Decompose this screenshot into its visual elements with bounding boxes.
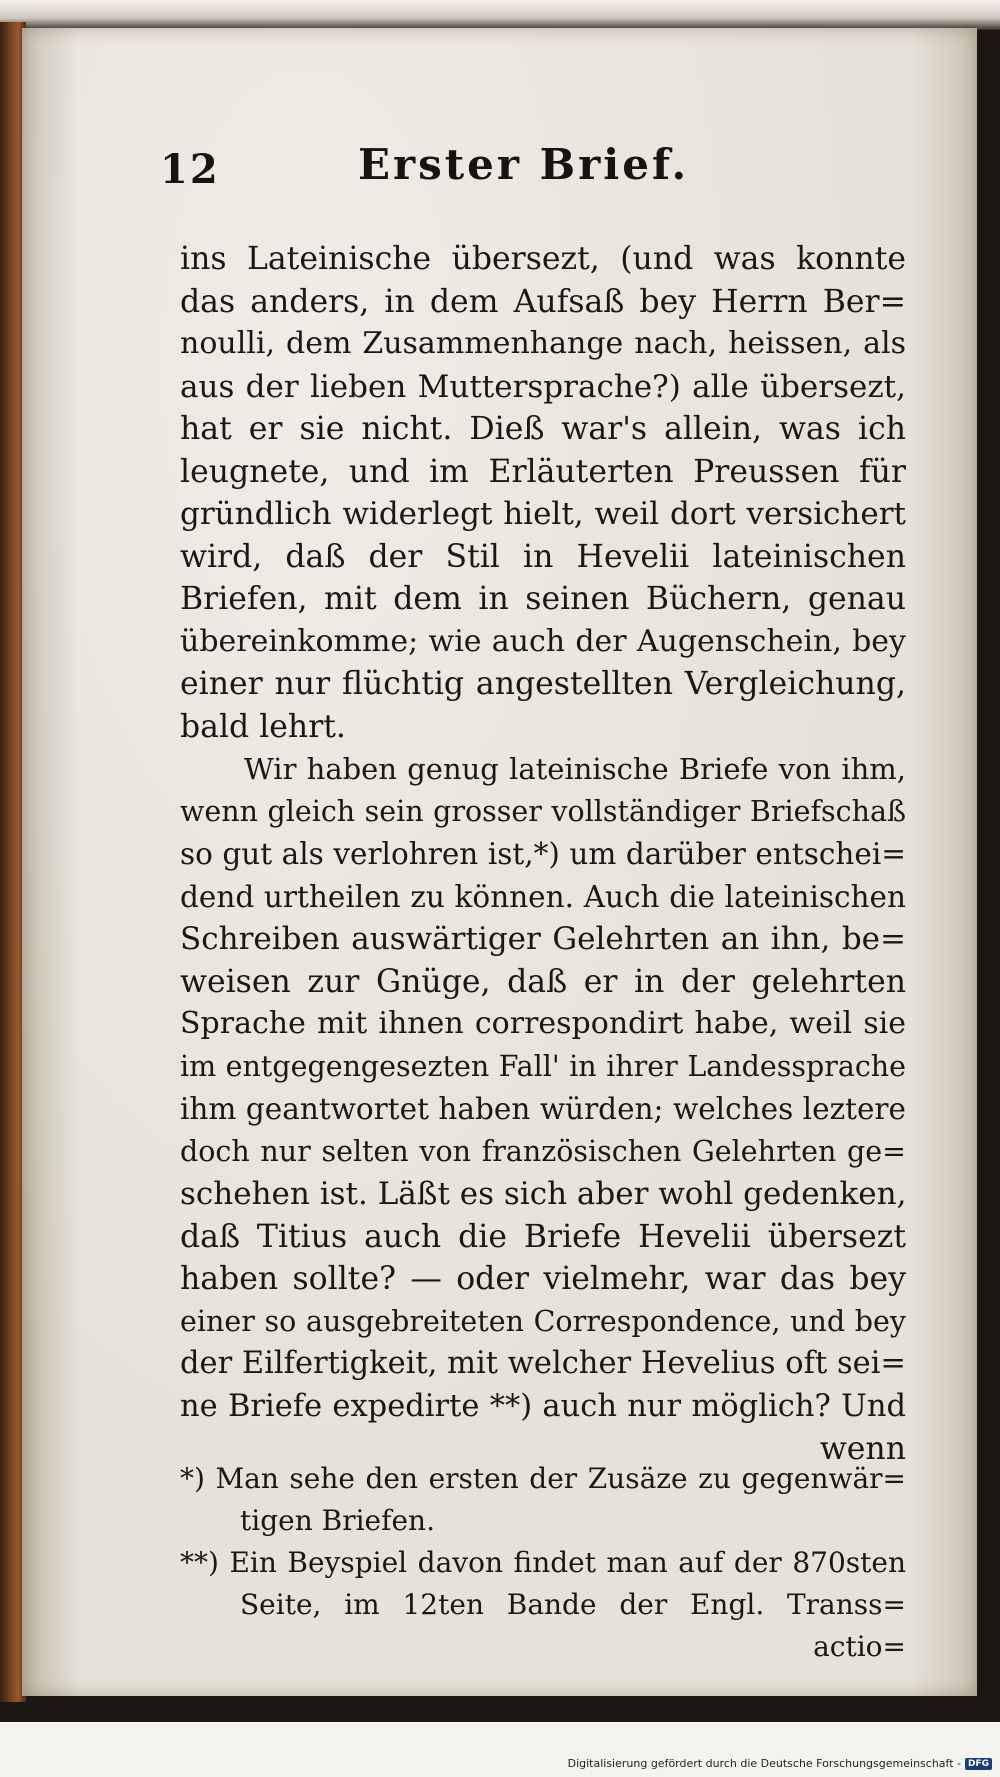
text-line: aus der lieben Muttersprache?) alle übersezt,	[180, 368, 906, 405]
text-line: noulli, dem Zusammenhange nach, heissen, als	[180, 326, 906, 361]
footnote-line: *) Man sehe den ersten der Zusäze zu gegenwär=	[180, 1462, 906, 1495]
text-line: Briefen, mit dem in seinen Büchern, genau	[180, 581, 906, 617]
text-line: dend urtheilen zu können. Auch die lateinischen	[180, 879, 906, 914]
text-line: schehen ist. Läßt es sich aber wohl gedenken,	[180, 1176, 907, 1212]
text-line: übereinkomme; wie auch der Augenschein, bey	[180, 623, 906, 659]
catchword: wenn	[819, 1431, 906, 1467]
paragraph-first-line: Wir haben genug lateinische Briefe von ihm,	[244, 752, 906, 786]
text-line: daß Titius auch die Briefe Hevelii übersezt	[180, 1218, 906, 1255]
text-line: ihm geantwortet haben würden; welches leztere	[180, 1092, 906, 1126]
text-line: das anders, in dem Aufsaß bey Herrn Ber=	[180, 283, 906, 320]
text-line: ne Briefe expedirte **) auch nur möglich? Und	[180, 1388, 906, 1424]
footnote-line: **) Ein Beyspiel davon findet man auf der 870sten	[180, 1546, 906, 1579]
text-line: leugnete, und im Erläuterten Preussen für	[180, 453, 906, 490]
dfg-logo: DFG	[965, 1758, 992, 1770]
text-line: wird, daß der Stil in Hevelii lateinischen	[180, 538, 906, 575]
text-line: gründlich widerlegt hielt, weil dort versichert	[180, 496, 906, 532]
text-line: hat er sie nicht. Dieß war's allein, was ich	[180, 411, 906, 447]
body-text	[180, 238, 906, 1471]
text-line: haben sollte? — oder vielmehr, war das bey	[180, 1261, 906, 1297]
scan-top-edge	[0, 0, 1000, 30]
credit-text: Digitalisierung gefördert durch die Deutsche Forschungsgemeinschaft -	[567, 1757, 961, 1770]
text-line: im entgegengesezten Fall' in ihrer Landessprache	[180, 1049, 906, 1083]
text-line: Schreiben auswärtiger Gelehrten an ihn, be=	[180, 921, 906, 957]
digitization-credit	[568, 1757, 992, 1770]
text-line: der Eilfertigkeit, mit welcher Hevelius oft sei=	[180, 1346, 906, 1381]
text-line: wenn gleich sein grosser vollständiger Briefschaß	[180, 794, 906, 828]
text-line: bald lehrt.	[180, 708, 346, 745]
text-line: ins Lateinische übersezt, (und was konnte	[180, 241, 906, 277]
running-head: Erster Brief.	[358, 140, 690, 189]
text-line: so gut als verlohren ist,*) um darüber entschei=	[180, 837, 906, 871]
text-line: weisen zur Gnüge, daß er in der gelehrten	[180, 963, 906, 1000]
text-line: Sprache mit ihnen correspondirt habe, weil sie	[180, 1006, 906, 1041]
footnote-line: Seite, im 12ten Bande der Engl. Transs=	[240, 1588, 906, 1621]
footnote-line: tigen Briefen.	[240, 1504, 435, 1537]
text-line: doch nur selten von französischen Gelehrten ge=	[180, 1134, 906, 1168]
text-line: einer nur flüchtig angestellten Vergleichung,	[180, 666, 906, 702]
footnote-catchword: actio=	[813, 1630, 906, 1663]
page-number: 12	[160, 146, 220, 193]
footnotes	[180, 1458, 906, 1668]
text-line: einer so ausgebreiteten Correspondence, und bey	[180, 1304, 906, 1338]
page-header	[160, 140, 720, 200]
